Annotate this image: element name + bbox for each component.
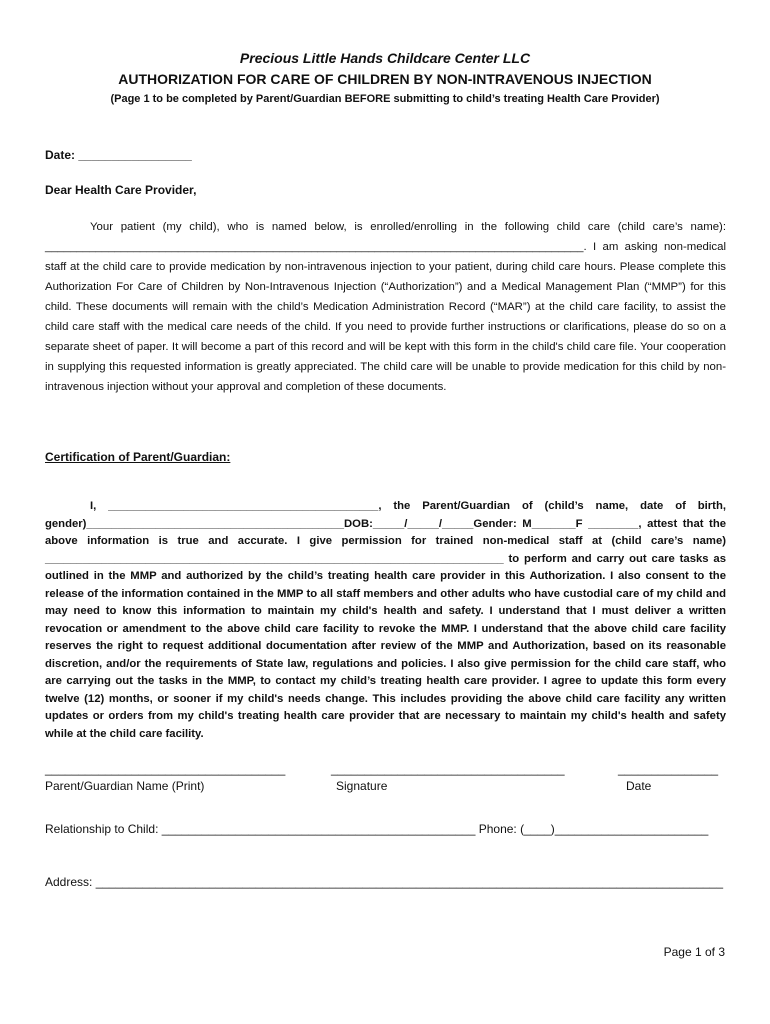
form-subtitle: (Page 1 to be completed by Parent/Guardian BEFORE submitting to child’s treating Health Care Provider) bbox=[110, 93, 660, 105]
certification-heading: Certification of Parent/Guardian: bbox=[45, 450, 231, 464]
intro-paragraph: Your patient (my child), who is named below, is enrolled/enrolling in the following child care (child care’s name): _____________________________________________________________________________________. I am asking non-medical staff at the child care to provide medication by non-intravenous injection to your patient, during child care hours. Please complete this Authorization For Care of Children by Non-Intravenous Injection (“Authorization”) and a Medical Management Plan (“MMP”) for this child. These documents will remain with the child’s Medication Administration Record (“MAR”) at the child care facility, to assist the child care staff with the medical care needs of the child. If you need to provide further instructions or clarifications, please do so on a separate sheet of paper. It will become a part of this record and will be kept with this form in the child's child care file. Your cooperation in supplying this requested information is greatly appreciated. The child care will be unable to provide medication for this child by non-intravenous injection without your approval and completion of these documents. bbox=[45, 221, 726, 393]
relationship-phone-field[interactable]: Relationship to Child: _______________________________________________ Phone: (____)_______________________ bbox=[45, 822, 709, 836]
parent-name-line[interactable]: ____________________________________ bbox=[45, 762, 286, 776]
parent-name-label: Parent/Guardian Name (Print) bbox=[45, 779, 205, 793]
salutation: Dear Health Care Provider, bbox=[45, 183, 197, 197]
date-field[interactable]: Date: _________________ bbox=[45, 148, 192, 162]
company-name: Precious Little Hands Childcare Center LLC bbox=[239, 50, 531, 66]
address-field[interactable]: Address: ______________________________________________________________________________________________ bbox=[45, 875, 724, 889]
signature-label: Signature bbox=[336, 779, 388, 793]
date-signature-line[interactable]: _______________ bbox=[618, 762, 719, 776]
signature-line[interactable]: ___________________________________ bbox=[331, 762, 565, 776]
form-title: AUTHORIZATION FOR CARE OF CHILDREN BY NON-INTRAVENOUS INJECTION bbox=[118, 71, 652, 87]
date-label: Date bbox=[626, 779, 652, 793]
certification-paragraph: I, ___________________________________________, the Parent/Guardian of (child’s name, date of birth, gender)_________________________________________DOB:_____/_____/_____Gender: M_______F ________, attest that the above information is true and accurate. I give permission for trained non-medical staff at (child care’s name) _________________________________________________________________________ to perform and carry out care tasks as outlined in the MMP and authorized by the child’s treating health care provider in this Authorization. I also consent to the release of the information contained in the MMP to all staff members and other adults who have custodial care of my child and may need to know this information to maintain my child's health and safety. I understand that I must deliver a written revocation or amendment to the above child care facility to revoke the MMP. I understand that the above child care facility reserves the right to request additional documentation after review of the MMP and Authorization, based on its reasonable discretion, and/or the requirements of State law, regulations and policies. I also give permission for the child care staff, who are carrying out the tasks in the MMP, to contact my child’s treating health care provider. I agree to update this form every twelve (12) months, or sooner if my child's needs change. This includes providing the above child care facility any written updates or orders from my child's treating health care provider that are necessary to maintain my child's health and safety while at the child care facility. bbox=[45, 500, 726, 740]
page-number: Page 1 of 3 bbox=[663, 945, 725, 959]
